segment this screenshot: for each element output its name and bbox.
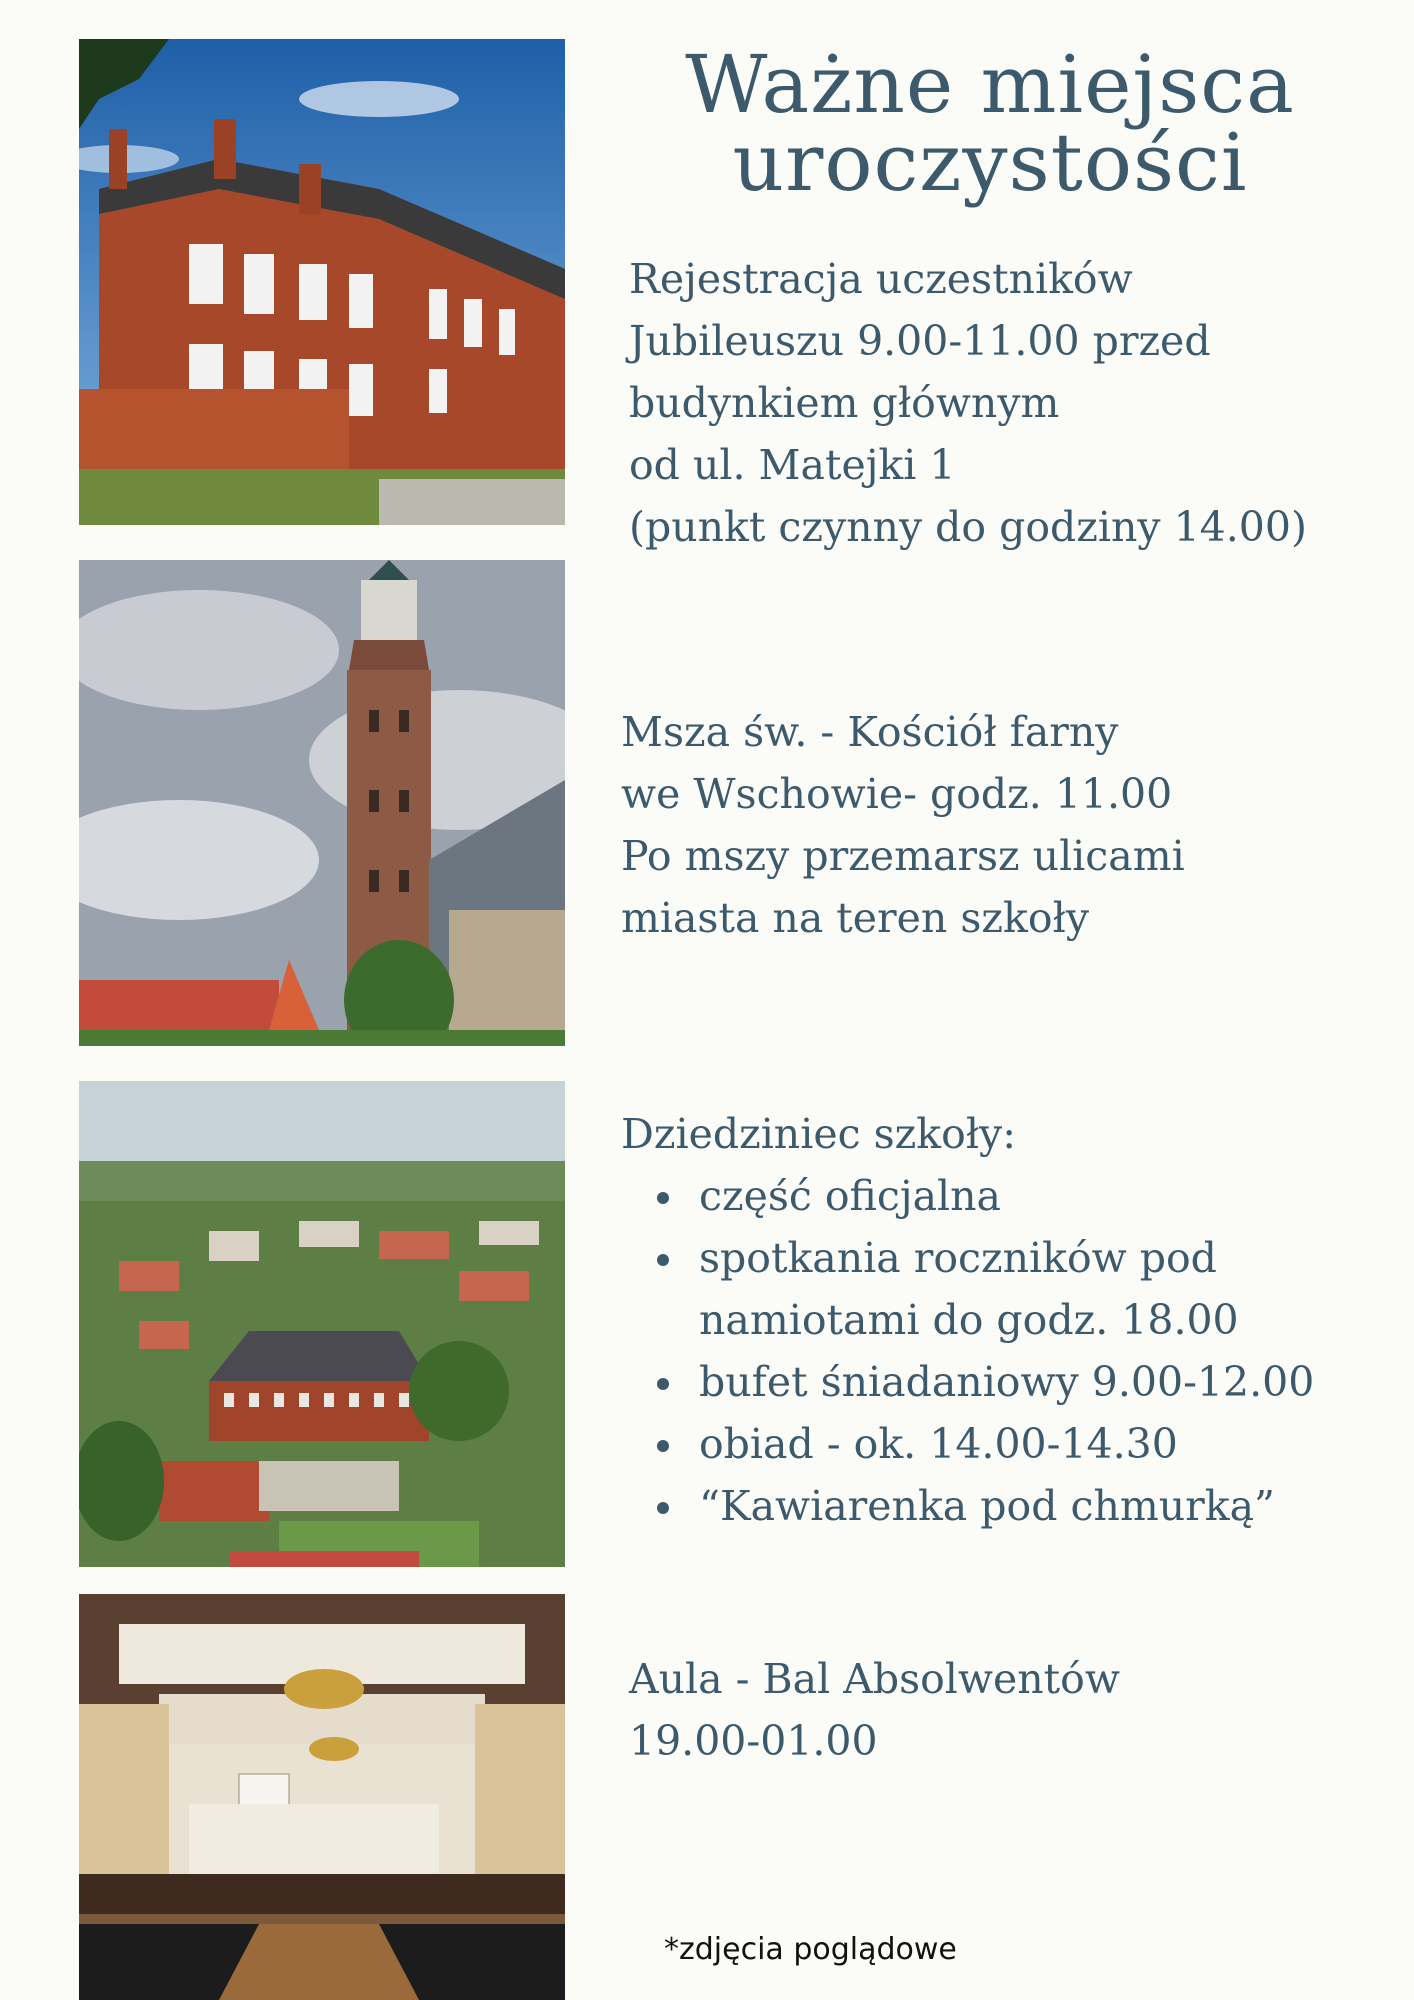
list-item: obiad - ok. 14.00-14.30 (621, 1413, 1314, 1475)
mass-line: Po mszy przemarsz ulicami (621, 832, 1185, 880)
church-tower-photo (79, 560, 565, 1046)
hall-info (629, 1648, 1120, 1772)
list-item: “Kawiarenka pod chmurką” (621, 1475, 1314, 1537)
bullet-icon (657, 1192, 669, 1204)
assembly-hall-photo (79, 1594, 565, 2000)
bullet-icon (657, 1440, 669, 1452)
courtyard-list (621, 1165, 1314, 1537)
aerial-town-photo (79, 1081, 565, 1567)
registration-line: Rejestracja uczestników (629, 255, 1133, 303)
registration-line: budynkiem głównym (629, 379, 1060, 427)
list-item: część oficjalna (621, 1165, 1314, 1227)
courtyard-info (621, 1103, 1314, 1537)
courtyard-heading: Dziedziniec szkoły: (621, 1110, 1017, 1158)
mass-info (621, 701, 1185, 949)
bullet-icon (657, 1378, 669, 1390)
mass-line: we Wschowie- godz. 11.00 (621, 770, 1173, 818)
registration-line: (punkt czynny do godziny 14.00) (629, 503, 1307, 551)
school-building-photo (79, 39, 565, 525)
page-title (600, 38, 1380, 209)
registration-line: Jubileuszu 9.00-11.00 przed (629, 317, 1211, 365)
hall-line: 19.00-01.00 (629, 1717, 878, 1765)
mass-line: Msza św. - Kościół farny (621, 708, 1119, 756)
list-item-continuation: namiotami do godz. 18.00 (699, 1296, 1239, 1344)
bullet-icon (657, 1502, 669, 1514)
photo-note: *zdjęcia poglądowe (664, 1932, 957, 1967)
list-item: spotkania roczników pod namiotami do godz. 18.00 (621, 1227, 1314, 1351)
registration-info (629, 248, 1307, 558)
title-line-2: uroczystości (732, 116, 1248, 209)
bullet-icon (657, 1254, 669, 1266)
mass-line: miasta na teren szkoły (621, 894, 1089, 942)
title-line-1: Ważne miejsca (685, 38, 1295, 131)
registration-line: od ul. Matejki 1 (629, 441, 956, 489)
hall-line: Aula - Bal Absolwentów (629, 1655, 1120, 1703)
list-item: bufet śniadaniowy 9.00-12.00 (621, 1351, 1314, 1413)
